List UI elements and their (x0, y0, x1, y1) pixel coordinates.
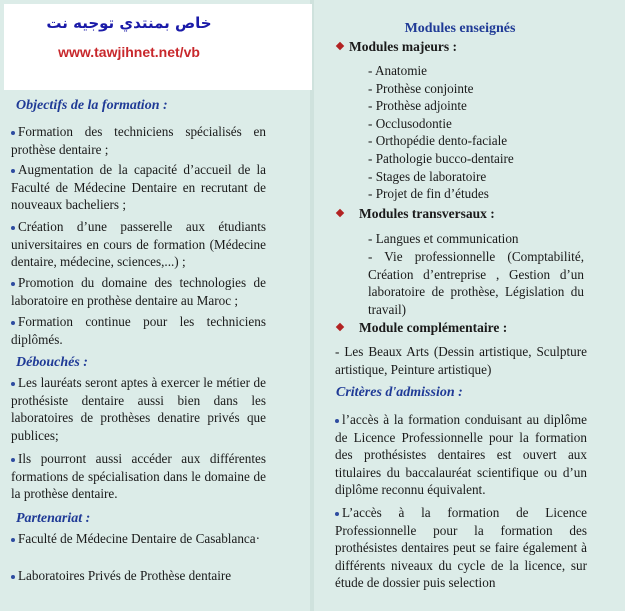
list-item: - Anatomie (368, 63, 427, 78)
modules-transversaux-item-1: - Langues et communication (368, 231, 519, 246)
bullet-dot-icon (11, 538, 15, 542)
list-item: - Prothèse conjointe (368, 80, 474, 96)
list-item: - Stages de laboratoire (368, 168, 487, 184)
watermark-box (4, 4, 312, 90)
bullet-dot-icon (335, 419, 339, 423)
debouches-heading: Débouchés : (16, 355, 88, 370)
objectifs-item-2: Augmentation de la capacité d’accueil de la Faculté de Médecine Dentaire en recrutant de nouveaux bacheliers ; (11, 162, 266, 213)
bullet-dot-icon (11, 382, 15, 386)
objectifs-item-4: Promotion du domaine des technologies de laboratoire en prothèse dentaire au Maroc ; (11, 275, 266, 308)
module-complementaire-text: - Les Beaux Arts (Dessin artistique, Sculpture artistique, Peinture artistique) (335, 344, 587, 377)
modules-majeurs-heading: Modules majeurs : (337, 39, 457, 55)
watermark-arabic-text: خاص بمنتدي توجيه نت (46, 14, 212, 32)
bullet-dot-icon (11, 321, 15, 325)
list-item: - Orthopédie dento-faciale (368, 133, 508, 149)
bullet-dot-icon (11, 458, 15, 462)
criteres-heading: Critères d'admission : (336, 385, 463, 400)
debouches-item-1: Les lauréats seront aptes à exercer le métier de prothésiste dentaire aussi bien dans les laboratoires de prothèses denatire privés que publices; (11, 375, 266, 443)
objectifs-item-3: Création d’une passerelle aux étudiants universitaires en cours de formation (Médecine dentaire, médecine, sciences,...) ; (11, 219, 266, 270)
diamond-bullet-icon (336, 42, 344, 50)
debouches-item-2: Ils pourront aussi accéder aux différentes formations de spécialisation dans le domaine de la prothèse dentaire. (11, 451, 266, 502)
module-complementaire-heading: Module complémentaire : (337, 320, 507, 336)
criteres-item-2: L’accès à la formation de Licence Professionnelle pour la formation des prothésistes dentaires peut se faire également à différents niveaux du cycle de la licence, sur étude de dossier puis selection (335, 505, 587, 591)
partenariat-heading: Partenariat : (16, 511, 91, 526)
diamond-bullet-icon (336, 209, 344, 217)
objectifs-item-5: Formation continue pour les techniciens diplômés. (11, 314, 266, 347)
modules-transversaux-heading: Modules transversaux : (337, 206, 495, 222)
partenariat-item-2: Laboratoires Privés de Prothèse dentaire (11, 567, 266, 585)
bullet-dot-icon (335, 512, 339, 516)
list-item: - Projet de fin d’études (368, 186, 489, 202)
diamond-bullet-icon (336, 323, 344, 331)
list-item: - Occlusodontie (368, 115, 452, 131)
modules-transversaux-item-2: - Vie professionnelle (Comptabilité, Création d’entreprise , Gestion d’un laboratoire de prothèse, Législation du travail) (368, 249, 584, 317)
watermark-url-link[interactable]: www.tawjihnet.net/vb (58, 44, 200, 60)
list-item: - Prothèse adjointe (368, 98, 467, 114)
objectifs-item-1: Formation des techniciens spécialisés en prothèse dentaire ; (11, 124, 266, 157)
bullet-dot-icon (11, 169, 15, 173)
list-item: - Pathologie bucco-dentaire (368, 150, 514, 166)
bullet-dot-icon (11, 575, 15, 579)
partenariat-item-1: Faculté de Médecine Dentaire de Casablanca· (11, 530, 266, 548)
objectifs-heading: Objectifs de la formation : (16, 98, 168, 113)
modules-majeurs-list (368, 62, 514, 203)
bullet-dot-icon (11, 282, 15, 286)
criteres-item-1: l’accès à la formation conduisant au diplôme de Licence Professionnelle pour la formation des prothésistes dentaires est ouvert aux titulaires du baccalauréat scientifique ou d’un diplôme reconnu équivalent. (335, 412, 587, 498)
bullet-dot-icon (11, 226, 15, 230)
modules-title: Modules enseignés (404, 21, 516, 36)
bullet-dot-icon (11, 131, 15, 135)
